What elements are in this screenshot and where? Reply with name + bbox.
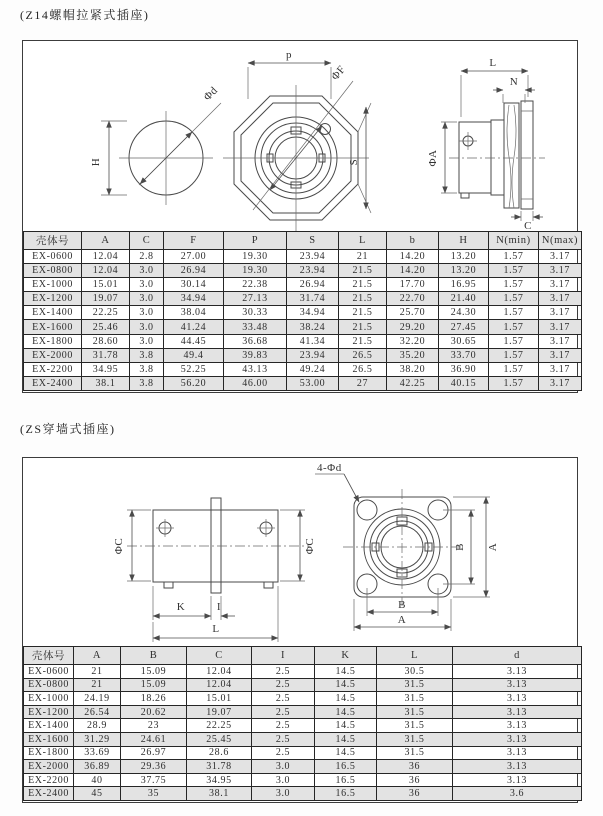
shell-id-cell: EX-1200 [24,292,82,306]
table-cell: 23.94 [287,250,339,264]
table-cell: 15.01 [82,278,130,292]
table-cell: 14.5 [315,746,377,760]
table-cell: 28.9 [74,719,121,733]
dim-label-4phid: 4-Φd [317,462,342,474]
dim-label-p: p [286,49,292,61]
table-cell: 14.5 [315,678,377,692]
table-cell: 3.13 [453,760,582,774]
table-cell: 3.8 [130,348,164,362]
table-cell: 33.70 [439,348,489,362]
table-cell: 3.17 [539,250,582,264]
column-header: K [315,647,377,665]
z14-panel [22,40,578,393]
column-header: C [187,647,252,665]
column-header: S [287,232,339,250]
table-row [24,362,582,376]
table-cell: 28.60 [82,334,130,348]
table-cell: 21.5 [339,334,387,348]
table-cell: 25.70 [387,306,439,320]
dim-label-b-right: B [454,543,466,551]
column-header: d [453,647,582,665]
table-row [24,746,582,760]
table-cell: 56.20 [164,376,224,390]
table-cell: 31.78 [187,760,252,774]
table-cell: 36.90 [439,362,489,376]
table-cell: 26.5 [339,348,387,362]
table-cell: 29.20 [387,320,439,334]
table-cell: 36.89 [74,760,121,774]
table-cell: 40 [74,773,121,787]
table-cell: 24.30 [439,306,489,320]
column-header: N(max) [539,232,582,250]
column-header: C [130,232,164,250]
table-cell: 22.70 [387,292,439,306]
table-cell: 14.20 [387,264,439,278]
table-cell: 1.57 [489,264,539,278]
dim-label-phic-left: ΦC [113,537,125,555]
table-cell: 23.94 [287,348,339,362]
table-cell: 27.45 [439,320,489,334]
table-cell: 3.17 [539,264,582,278]
zs-dimension-table [23,646,582,801]
table-cell: 2.5 [252,692,315,706]
table-cell: 34.94 [287,306,339,320]
table-cell: 18.26 [121,692,187,706]
table-cell: 12.04 [82,250,130,264]
table-row [24,320,582,334]
header-row [24,647,582,665]
table-cell: 22.38 [224,278,287,292]
dim-label-k: K [176,601,186,613]
table-cell: 2.5 [252,665,315,679]
table-cell: 53.00 [287,376,339,390]
table-cell: 38.04 [164,306,224,320]
table-cell: 12.04 [187,678,252,692]
table-cell: 1.57 [489,362,539,376]
table-cell: 14.20 [387,250,439,264]
table-cell: 22.25 [82,306,130,320]
table-cell: 31.5 [377,678,453,692]
table-cell: 3.13 [453,692,582,706]
table-cell: 25.45 [187,732,252,746]
shell-id-cell: EX-2000 [24,348,82,362]
section2-title: (ZS穿墙式插座) [20,422,116,436]
table-cell: 2.5 [252,732,315,746]
shell-id-cell: EX-1800 [24,334,82,348]
shell-id-cell: EX-1600 [24,732,74,746]
table-cell: 13.20 [439,250,489,264]
dim-label-l: L [489,57,497,69]
table-cell: 30.14 [164,278,224,292]
table-cell: 46.00 [224,376,287,390]
shell-id-cell: EX-2400 [24,376,82,390]
dim-label-phif: ΦF [329,63,349,83]
table-row [24,692,582,706]
z14-side-view [427,57,545,231]
table-cell: 3.17 [539,376,582,390]
table-cell: 19.07 [187,705,252,719]
table-cell: 21.5 [339,320,387,334]
table-row [24,732,582,746]
table-cell: 33.48 [224,320,287,334]
column-header: 壳体号 [24,232,82,250]
table-cell: 3.17 [539,292,582,306]
table-cell: 2.5 [252,719,315,733]
table-cell: 1.57 [489,250,539,264]
table-row [24,376,582,390]
column-header: H [439,232,489,250]
column-header: L [377,647,453,665]
table-cell: 3.13 [453,678,582,692]
table-cell: 26.94 [287,278,339,292]
table-cell: 35 [121,787,187,801]
table-cell: 14.5 [315,732,377,746]
table-cell: 27.00 [164,250,224,264]
zs-front-view [315,462,499,631]
z14-drawing [23,41,577,231]
zs-drawing [23,458,577,646]
table-cell: 3.17 [539,306,582,320]
z14-front-view [90,84,221,205]
table-cell: 40.15 [439,376,489,390]
column-header: F [164,232,224,250]
table-cell: 1.57 [489,334,539,348]
table-cell: 21 [339,250,387,264]
table-cell: 42.25 [387,376,439,390]
shell-id-cell: EX-2200 [24,362,82,376]
table-row [24,306,582,320]
table-cell: 3.0 [130,264,164,278]
table-cell: 28.6 [187,746,252,760]
table-row [24,264,582,278]
table-cell: 21.5 [339,292,387,306]
table-cell: 2.8 [130,250,164,264]
table-cell: 3.13 [453,732,582,746]
table-cell: 3.0 [130,306,164,320]
table-cell: 3.17 [539,320,582,334]
shell-id-cell: EX-1600 [24,320,82,334]
dim-label-i: I [216,601,222,613]
table-cell: 27 [339,376,387,390]
table-cell: 12.04 [82,264,130,278]
table-row [24,278,582,292]
table-cell: 31.78 [82,348,130,362]
column-header: P [224,232,287,250]
table-cell: 2.5 [252,705,315,719]
table-cell: 49.24 [287,362,339,376]
table-cell: 16.5 [315,787,377,801]
table-cell: 23 [121,719,187,733]
table-cell: 27.13 [224,292,287,306]
table-cell: 21.5 [339,264,387,278]
table-cell: 38.24 [287,320,339,334]
table-cell: 25.46 [82,320,130,334]
table-cell: 44.45 [164,334,224,348]
shell-id-cell: EX-2200 [24,773,74,787]
table-cell: 36 [377,760,453,774]
table-cell: 3.0 [252,787,315,801]
table-cell: 19.30 [224,250,287,264]
header-row [24,232,582,250]
table-cell: 36 [377,787,453,801]
table-row [24,665,582,679]
table-cell: 38.1 [82,376,130,390]
table-cell: 16.5 [315,773,377,787]
table-cell: 3.17 [539,348,582,362]
table-cell: 3.8 [130,362,164,376]
table-row [24,705,582,719]
table-cell: 3.0 [130,320,164,334]
shell-id-cell: EX-2000 [24,760,74,774]
table-cell: 15.01 [187,692,252,706]
table-cell: 3.13 [453,773,582,787]
table-cell: 2.5 [252,746,315,760]
table-cell: 35.20 [387,348,439,362]
zs-panel [22,457,578,803]
table-cell: 16.5 [315,760,377,774]
table-cell: 26.54 [74,705,121,719]
z14-face-view [223,49,371,231]
table-cell: 3.0 [130,292,164,306]
table-cell: 26.94 [164,264,224,278]
table-cell: 26.97 [121,746,187,760]
table-cell: 14.5 [315,719,377,733]
table-cell: 31.5 [377,692,453,706]
shell-id-cell: EX-0800 [24,264,82,278]
column-header: A [82,232,130,250]
table-cell: 16.95 [439,278,489,292]
table-cell: 1.57 [489,306,539,320]
column-header: 壳体号 [24,647,74,665]
table-cell: 38.20 [387,362,439,376]
column-header: b [387,232,439,250]
dim-label-phid: Φd [201,84,221,104]
table-cell: 24.19 [74,692,121,706]
table-cell: 15.09 [121,678,187,692]
shell-id-cell: EX-2400 [24,787,74,801]
table-cell: 34.95 [82,362,130,376]
table-cell: 34.95 [187,773,252,787]
shell-id-cell: EX-1800 [24,746,74,760]
table-cell: 29.36 [121,760,187,774]
column-header: B [121,647,187,665]
shell-id-cell: EX-1000 [24,692,74,706]
table-cell: 33.69 [74,746,121,760]
table-cell: 3.0 [252,760,315,774]
table-cell: 21 [74,665,121,679]
table-cell: 43.13 [224,362,287,376]
table-cell: 31.74 [287,292,339,306]
table-cell: 38.1 [187,787,252,801]
dim-label-a-bottom: A [397,614,407,626]
table-cell: 1.57 [489,320,539,334]
table-cell: 17.70 [387,278,439,292]
dim-label-h: H [90,157,102,167]
table-cell: 3.0 [252,773,315,787]
dim-label-c: C [524,220,532,231]
table-cell: 1.57 [489,348,539,362]
section1-title: (Z14螺帽拉紧式插座) [20,8,150,22]
column-header: A [74,647,121,665]
dim-label-l2: L [212,623,220,635]
table-row [24,250,582,264]
table-cell: 14.5 [315,692,377,706]
table-cell: 21 [74,678,121,692]
table-row [24,719,582,733]
column-header: L [339,232,387,250]
table-cell: 21.5 [339,278,387,292]
table-cell: 12.04 [187,665,252,679]
table-cell: 41.34 [287,334,339,348]
table-cell: 3.13 [453,665,582,679]
table-cell: 41.24 [164,320,224,334]
table-cell: 1.57 [489,292,539,306]
zs-side-view [113,498,316,642]
table-cell: 30.33 [224,306,287,320]
table-cell: 3.17 [539,278,582,292]
table-cell: 1.57 [489,376,539,390]
table-cell: 31.5 [377,705,453,719]
table-cell: 31.5 [377,732,453,746]
table-cell: 3.13 [453,746,582,760]
shell-id-cell: EX-1200 [24,705,74,719]
table-cell: 3.0 [130,334,164,348]
table-row [24,773,582,787]
shell-id-cell: EX-1400 [24,306,82,320]
table-cell: 3.6 [453,787,582,801]
table-row [24,334,582,348]
table-cell: 45 [74,787,121,801]
shell-id-cell: EX-1000 [24,278,82,292]
table-cell: 22.25 [187,719,252,733]
table-cell: 3.17 [539,362,582,376]
table-cell: 19.30 [224,264,287,278]
table-cell: 52.25 [164,362,224,376]
table-cell: 36 [377,773,453,787]
table-cell: 3.0 [130,278,164,292]
dim-label-phic-right: ΦC [304,537,316,555]
table-cell: 49.4 [164,348,224,362]
table-cell: 31.5 [377,719,453,733]
table-row [24,292,582,306]
dim-label-a-right: A [487,542,499,552]
table-cell: 14.5 [315,665,377,679]
shell-id-cell: EX-0600 [24,665,74,679]
table-cell: 31.29 [74,732,121,746]
table-cell: 19.07 [82,292,130,306]
table-cell: 20.62 [121,705,187,719]
dim-label-b-bottom: B [398,599,406,611]
dim-label-phia: ΦA [427,149,439,167]
table-cell: 2.5 [252,678,315,692]
table-row [24,678,582,692]
table-cell: 3.8 [130,376,164,390]
table-row [24,787,582,801]
table-cell: 21.5 [339,306,387,320]
table-cell: 1.57 [489,278,539,292]
table-row [24,760,582,774]
table-cell: 24.61 [121,732,187,746]
table-cell: 37.75 [121,773,187,787]
dim-label-n: N [509,76,519,88]
table-cell: 21.40 [439,292,489,306]
z14-dimension-table [23,231,582,391]
table-cell: 13.20 [439,264,489,278]
table-cell: 36.68 [224,334,287,348]
dim-label-s: S [348,158,360,166]
shell-id-cell: EX-1400 [24,719,74,733]
table-row [24,348,582,362]
table-cell: 39.83 [224,348,287,362]
table-cell: 3.13 [453,705,582,719]
shell-id-cell: EX-0800 [24,678,74,692]
table-cell: 30.65 [439,334,489,348]
table-cell: 3.17 [539,334,582,348]
shell-id-cell: EX-0600 [24,250,82,264]
table-cell: 34.94 [164,292,224,306]
column-header: N(min) [489,232,539,250]
table-cell: 3.13 [453,719,582,733]
table-cell: 30.5 [377,665,453,679]
table-cell: 31.5 [377,746,453,760]
table-cell: 14.5 [315,705,377,719]
table-cell: 15.09 [121,665,187,679]
table-cell: 23.94 [287,264,339,278]
table-cell: 32.20 [387,334,439,348]
column-header: I [252,647,315,665]
table-cell: 26.5 [339,362,387,376]
